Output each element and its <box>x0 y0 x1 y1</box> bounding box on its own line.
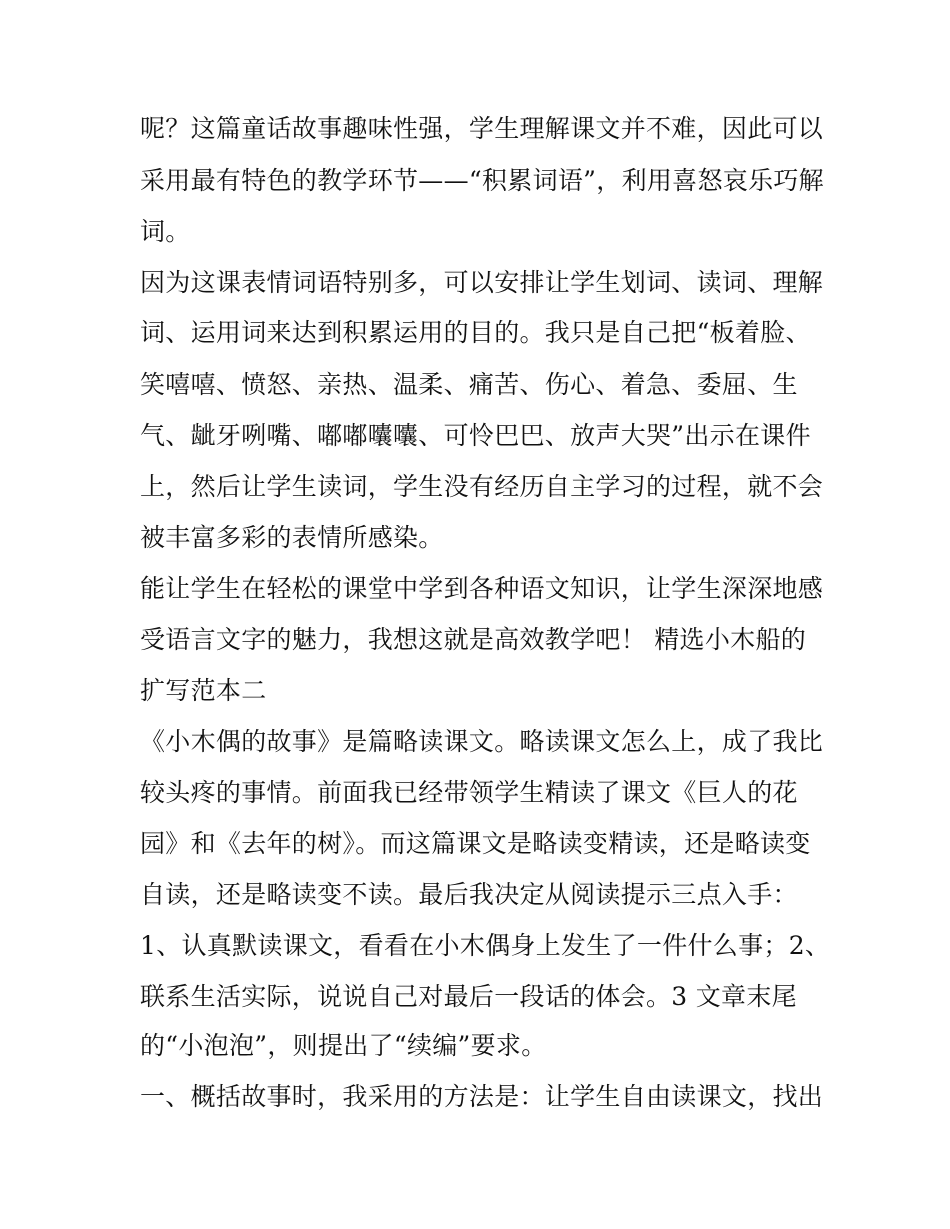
text-line: 笑嘻嘻、愤怒、亲热、温柔、痛苦、伤心、着急、委屈、生 <box>140 370 798 399</box>
text-line: 词、运用词来达到积累运用的目的。我只是自己把“板着脸、 <box>140 318 811 347</box>
text-line: 采用最有特色的教学环节——“积累词语”，利用喜怒哀乐巧解 <box>140 166 824 195</box>
text-line: 气、龇牙咧嘴、嘟嘟囔囔、可怜巴巴、放声大哭”出示在课件 <box>140 421 811 450</box>
text-line: 能让学生在轻松的课堂中学到各种语文知识，让学生深深地感 <box>140 574 824 603</box>
text-line: 呢？这篇童话故事趣味性强，学生理解课文并不难，因此可以 <box>140 114 824 143</box>
text-line: 上，然后让学生读词，学生没有经历自主学习的过程，就不会 <box>140 472 824 501</box>
text-line: 较头疼的事情。前面我已经带领学生精读了课文《巨人的花 <box>140 778 798 807</box>
text-line: 《小木偶的故事》是篇略读课文。略读课文怎么上，成了我比 <box>140 727 824 756</box>
text-line: 一、概括故事时，我采用的方法是：让学生自由读课文，找出 <box>140 1082 824 1111</box>
text-line: 受语言文字的魅力，我想这就是高效教学吧！ 精选小木船的 <box>140 625 807 654</box>
text-line: 扩写范本二 <box>140 676 267 705</box>
text-line: 自读，还是略读变不读。最后我决定从阅读提示三点入手： <box>140 880 798 909</box>
text-line: 词。 <box>140 217 191 246</box>
text-line: 1、认真默读课文，看看在小木偶身上发生了一件什么事；2、 <box>140 931 831 960</box>
text-line: 园》和《去年的树》。而这篇课文是略读变精读，还是略读变 <box>140 829 811 858</box>
text-line: 的“小泡泡”，则提出了“续编”要求。 <box>140 1031 547 1060</box>
text-line: 联系生活实际，说说自己对最后一段话的体会。3 文章末尾 <box>140 982 797 1011</box>
text-line: 因为这课表情词语特别多，可以安排让学生划词、读词、理解 <box>140 268 824 297</box>
text-line: 被丰富多彩的表情所感染。 <box>140 523 444 552</box>
